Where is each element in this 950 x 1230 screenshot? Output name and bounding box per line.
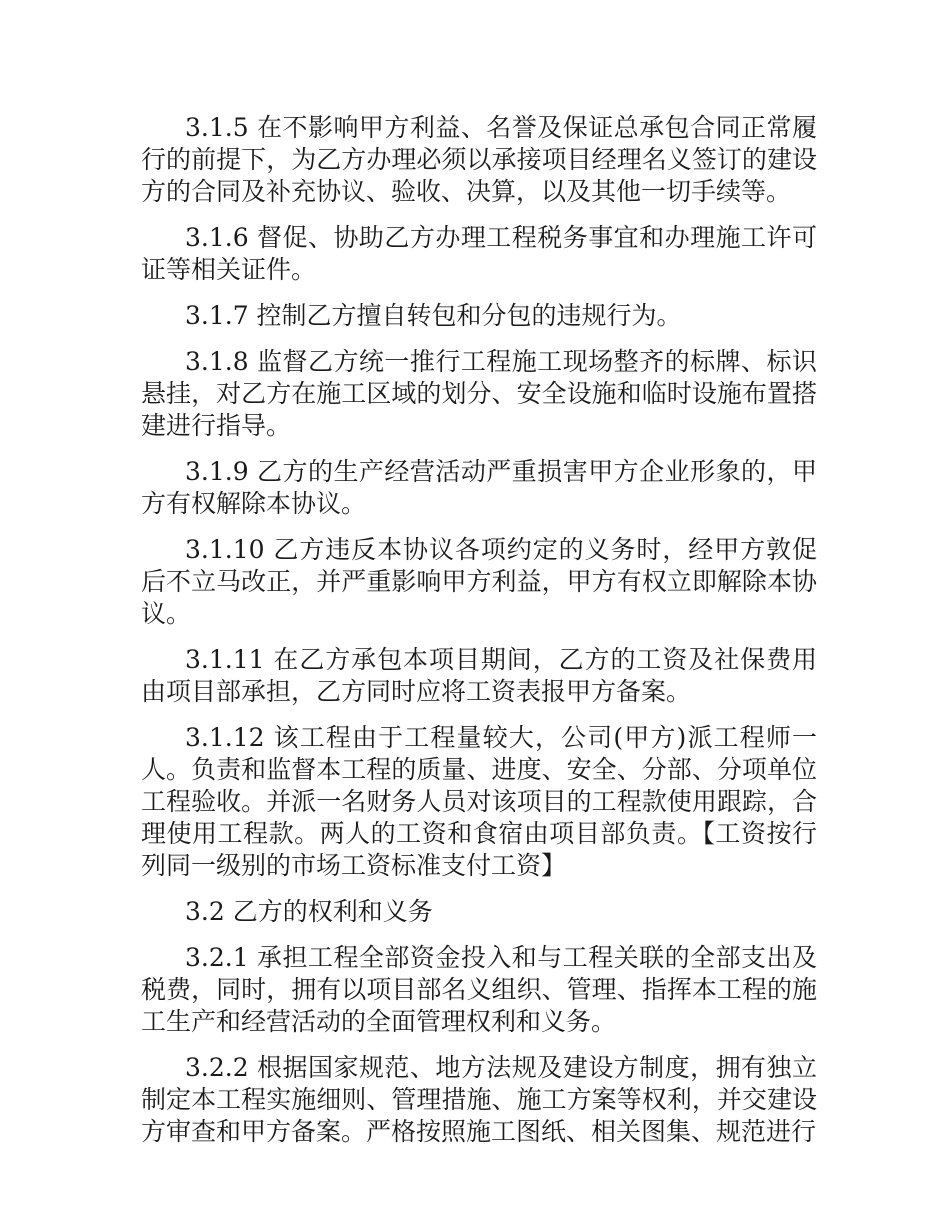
paragraph-3-1-9: 3.1.9 乙方的生产经营活动严重损害甲方企业形象的，甲方有权解除本协议。 (141, 457, 817, 518)
paragraph-3-1-5: 3.1.5 在不影响甲方利益、名誉及保证总承包合同正常履行的前提下，为乙方办理必须以承接项目经理名义签订的建设方的合同及补充协议、验收、决算，以及其他一切手续等。 (141, 113, 817, 206)
paragraph-3-1-12: 3.1.12 该工程由于工程量较大，公司(甲方)派工程师一人。负责和监督本工程的质量、进度、安全、分部、分项单位工程验收。并派一名财务人员对该项目的工程款使用跟踪，合理使用工程款。两人的工资和食宿由项目部负责。【工资按行列同一级别的市场工资标准支付工资】 (141, 723, 817, 880)
paragraph-3-2-2: 3.2.2 根据国家规范、地方法规及建设方制度，拥有独立制定本工程实施细则、管理措施、施工方案等权利，并交建设方审查和甲方备案。严格按照施工图纸、相关图集、规范进行 (141, 1053, 817, 1146)
paragraph-3-1-6: 3.1.6 督促、协助乙方办理工程税务事宜和办理施工许可证等相关证件。 (141, 223, 817, 284)
paragraph-3-1-7: 3.1.7 控制乙方擅自转包和分包的违规行为。 (185, 301, 682, 330)
document-body (141, 112, 817, 1162)
paragraph-3-1-8: 3.1.8 监督乙方统一推行工程施工现场整齐的标牌、标识悬挂，对乙方在施工区域的划分、安全设施和临时设施布置搭建进行指导。 (141, 347, 817, 440)
paragraph-3-1-10: 3.1.10 乙方违反本协议各项约定的义务时，经甲方敦促后不立马改正，并严重影响甲方利益，甲方有权立即解除本协议。 (141, 535, 817, 628)
paragraph-3-1-11: 3.1.11 在乙方承包本项目期间，乙方的工资及社保费用由项目部承担，乙方同时应将工资表报甲方备案。 (141, 645, 817, 706)
section-heading-3-2: 3.2 乙方的权利和义务 (185, 897, 433, 926)
paragraph-3-2-1: 3.2.1 承担工程全部资金投入和与工程关联的全部支出及税费，同时，拥有以项目部名义组织、管理、指挥本工程的施工生产和经营活动的全面管理权利和义务。 (141, 943, 817, 1036)
